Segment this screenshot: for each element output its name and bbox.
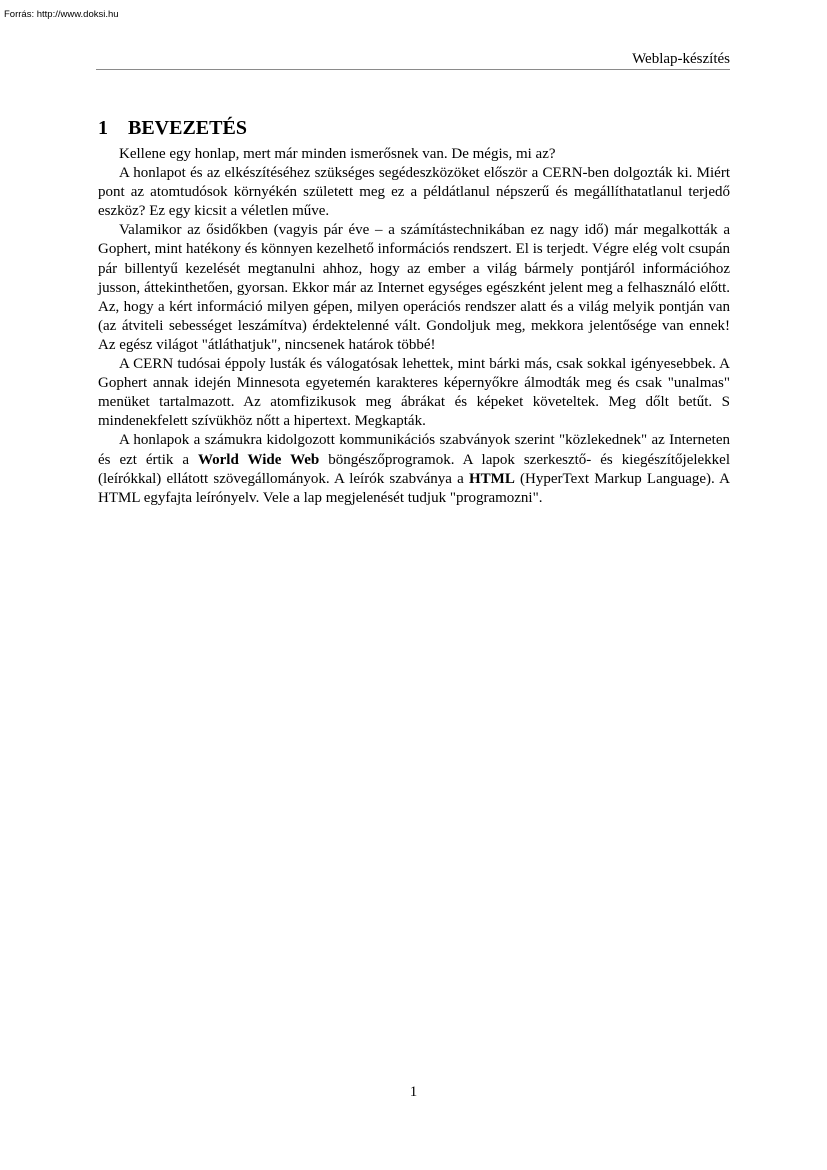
section-heading [98, 115, 247, 141]
www-term: World Wide Web [197, 451, 320, 468]
paragraph-5-text-3: (HyperText Markup Language). A HTML egyfajta leírónyelv. Vele a lap megjelenését tudjuk "programozni". [98, 470, 731, 506]
page-number: 1 [409, 1084, 418, 1100]
html-term: HTML [469, 470, 515, 487]
body-text [98, 145, 730, 508]
section-title: BEVEZETÉS [128, 117, 247, 139]
paragraph-4: A CERN tudósai éppoly lusták és válogatósak lehettek, mint bárki más, csak sokkal igényesebbek. A Gophert annak idején Minnesota egyetemén karakteres képernyőkre álmodták meg és csak "unalmas" menüket tartalmazott. Az atomfizikusok meg ábrákat és képeket követeltek. Meg dőlt betűt. S mindenekfelett szívükhöz nőtt a hipertext. Megkapták. [98, 356, 730, 430]
header-divider [96, 69, 730, 70]
running-header-title: Weblap-készítés [632, 51, 730, 67]
paragraph-5-text-1: A honlapok a számukra kidolgozott kommunikációs szabványok szerint "közlekednek" az Interneten és ezt értik a [98, 432, 730, 468]
paragraph-2: A honlapot és az elkészítéséhez szükséges segédeszközöket először a CERN-ben dolgozták ki. Miért pont az atomtudósok környékén született meg ez a példátlanul népszerű és megállíthatatlanul terjedő eszköz? Ez egy kicsit a véletlen műve. [98, 165, 730, 220]
paragraph-5 [98, 431, 730, 507]
section-number: 1 [98, 117, 108, 139]
source-note: Forrás: http://www.doksi.hu [4, 9, 119, 20]
paragraph-3: Valamikor az ősidőkben (vagyis pár éve – a számítástechnikában ez nagy idő) már megalkották a Gophert, mint hatékony és könnyen kezelhető információs rendszert. El is terjedt. Végre elég volt csupán pár billentyű kezelését megtanulni ahhoz, hogy az ember a világ bármely pontjáról információhoz jusson, áttekinthetően, gyorsan. Ekkor már az Internet egységes egészként jelent meg a felhasználó előtt. Az, hogy a kért információ milyen gépen, milyen operációs rendszer alatt és a világ melyik pontján van (az átviteli sebességet leszámítva) érdektelenné vált. Gondoljuk meg, mekkora jelentősége van ennek! Az egész világot "átláthatjuk", nincsenek határok többé! [98, 222, 730, 353]
paragraph-5-text-2: böngészőprogramok. A lapok szerkesztő- és kiegészítőjelekkel (leírókkal) ellátott szövegállományok. A leírók szabványa a [98, 451, 730, 487]
paragraph-1: Kellene egy honlap, mert már minden ismerősnek van. De mégis, mi az? [119, 146, 556, 162]
